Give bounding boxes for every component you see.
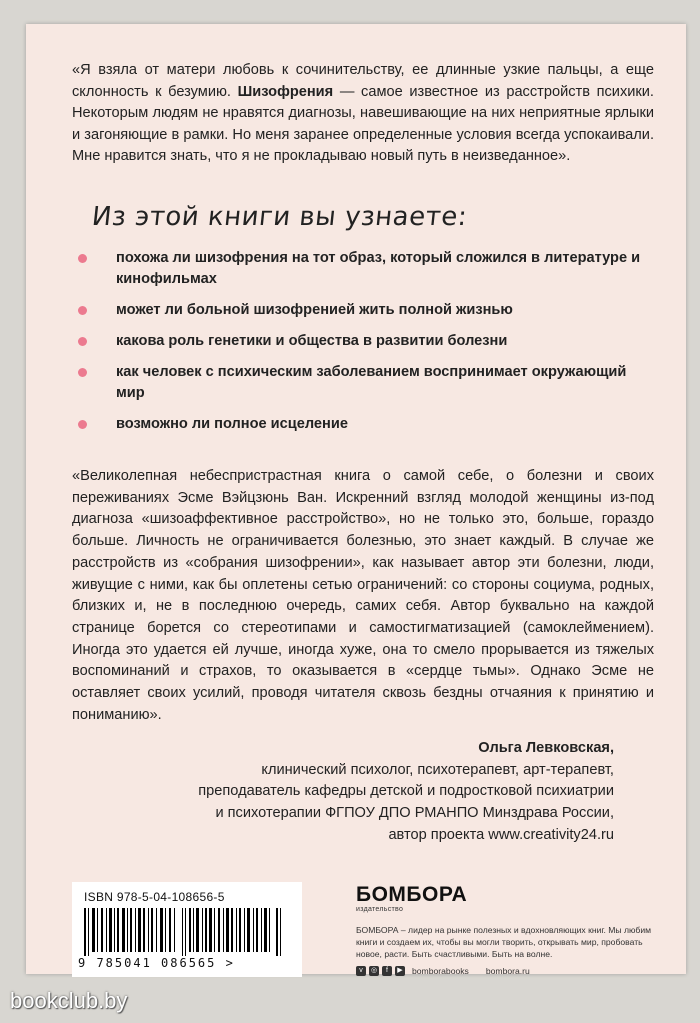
barcode-icon (82, 908, 292, 956)
publisher-logo: БОМБОРА (356, 883, 468, 906)
list-item-text: может ли больной шизофренией жить полной жизнью (116, 302, 513, 318)
watermark: bookclub.by (10, 988, 128, 1013)
vk-icon: v (356, 966, 366, 976)
publisher-logo-sub: издательство (356, 906, 404, 913)
list-item (72, 248, 642, 290)
opening-quote-text-end: — самое известное из расстройств психики. Некоторым людям не нравятся диагнозы, навешивающие на них неприятные ярлыки и загоняющие в рамки. Но меня заранее определенные условия всегда успокаивали. Мне нравится знать, что я не прокладываю новый путь в неизведанное». (72, 83, 654, 165)
list-item (72, 300, 642, 321)
list-item (72, 362, 642, 404)
learn-list (72, 248, 642, 445)
author-credential: клинический психолог, психотерапевт, арт-терапевт, (261, 761, 614, 778)
list-item-text: какова роль генетики и общества в развитии болезни (116, 333, 508, 349)
review-author: Ольга Левковская, (478, 740, 614, 756)
publisher-site: bombora.ru (485, 966, 530, 977)
bullet-dot-icon (78, 306, 87, 315)
facebook-icon: f (382, 966, 392, 976)
bullet-dot-icon (78, 420, 87, 429)
list-item-text: возможно ли полное исцеление (116, 416, 348, 432)
barcode-block (72, 882, 302, 977)
list-item (72, 331, 642, 352)
learn-heading: Из этой книги вы узнаете: (90, 202, 469, 232)
opening-quote-text-start: «Я взяла от матери любовь к сочинительству, ее длинные узкие пальцы, а еще склонность к безумию. (72, 62, 654, 100)
author-credential: преподаватель кафедры детской и подростковой психиатрии (198, 783, 614, 800)
bullet-dot-icon (78, 368, 87, 377)
list-item-text: похожа ли шизофрения на тот образ, который сложился в литературе и кинофильмах (116, 250, 641, 287)
opening-quote-bold: Шизофрения (237, 83, 334, 100)
book-back-cover (26, 24, 686, 977)
author-credential: и психотерапии ФГПОУ ДПО РМАНПО Минздрава России, (215, 805, 614, 822)
opening-quote (72, 60, 654, 168)
review-quote: «Великолепная небеспристрастная книга о самой себе, о болезни и своих переживаниях Эсме Вэйцзюнь Ван. Искренний взгляд молодой женщины из-под диагноза «шизоаффективное расстройство», но не только это, больше, гораздо больше. Личность не ограничивается болезнью, это знает каждый. В случае же расстройств из «собрания шизофрении», как называет автор эти болезни, люди, живущие с ними, как бы оплетены сетью ограничений: со стороны социума, родных, близких и, не в последнюю очередь, самих себя. Автор буквально на каждой странице борется со стереотипами и самостигматизацией (самоклеймением). Иногда это удается ей лучше, иногда хуже, она то смело прорывается из тяжелых воспоминаний и страхов, то оказывается в «сердце тьмы». Однако Эсме не оставляет своих усилий, проводя читателя сквозь бездны отчаяния к принятию и пониманию». (72, 468, 654, 723)
author-credential: автор проекта www.creativity24.ru (388, 826, 614, 843)
list-item (72, 414, 642, 435)
publisher-description: БОМБОРА – лидер на рынке полезных и вдохновляющих книг. Мы любим книги и создаем их, чтобы вы могли творить, открывать мир, пробовать новое, расти. Быть счастливыми. Быть на волне. (356, 925, 652, 959)
review-attribution (94, 738, 614, 847)
publisher-block (356, 884, 656, 976)
list-item-text: как человек с психическим заболеванием воспринимает окружающий мир (116, 364, 627, 401)
social-handle: bomborabooks (412, 966, 469, 977)
instagram-icon: ◎ (370, 967, 378, 975)
youtube-icon: ▶ (395, 966, 405, 976)
isbn-label: ISBN 978-5-04-108656-5 (84, 890, 225, 904)
publisher-socials (356, 966, 656, 976)
bullet-dot-icon (78, 337, 87, 346)
bullet-dot-icon (78, 254, 87, 263)
barcode-digits: 9 785041 086565 > (78, 956, 235, 970)
